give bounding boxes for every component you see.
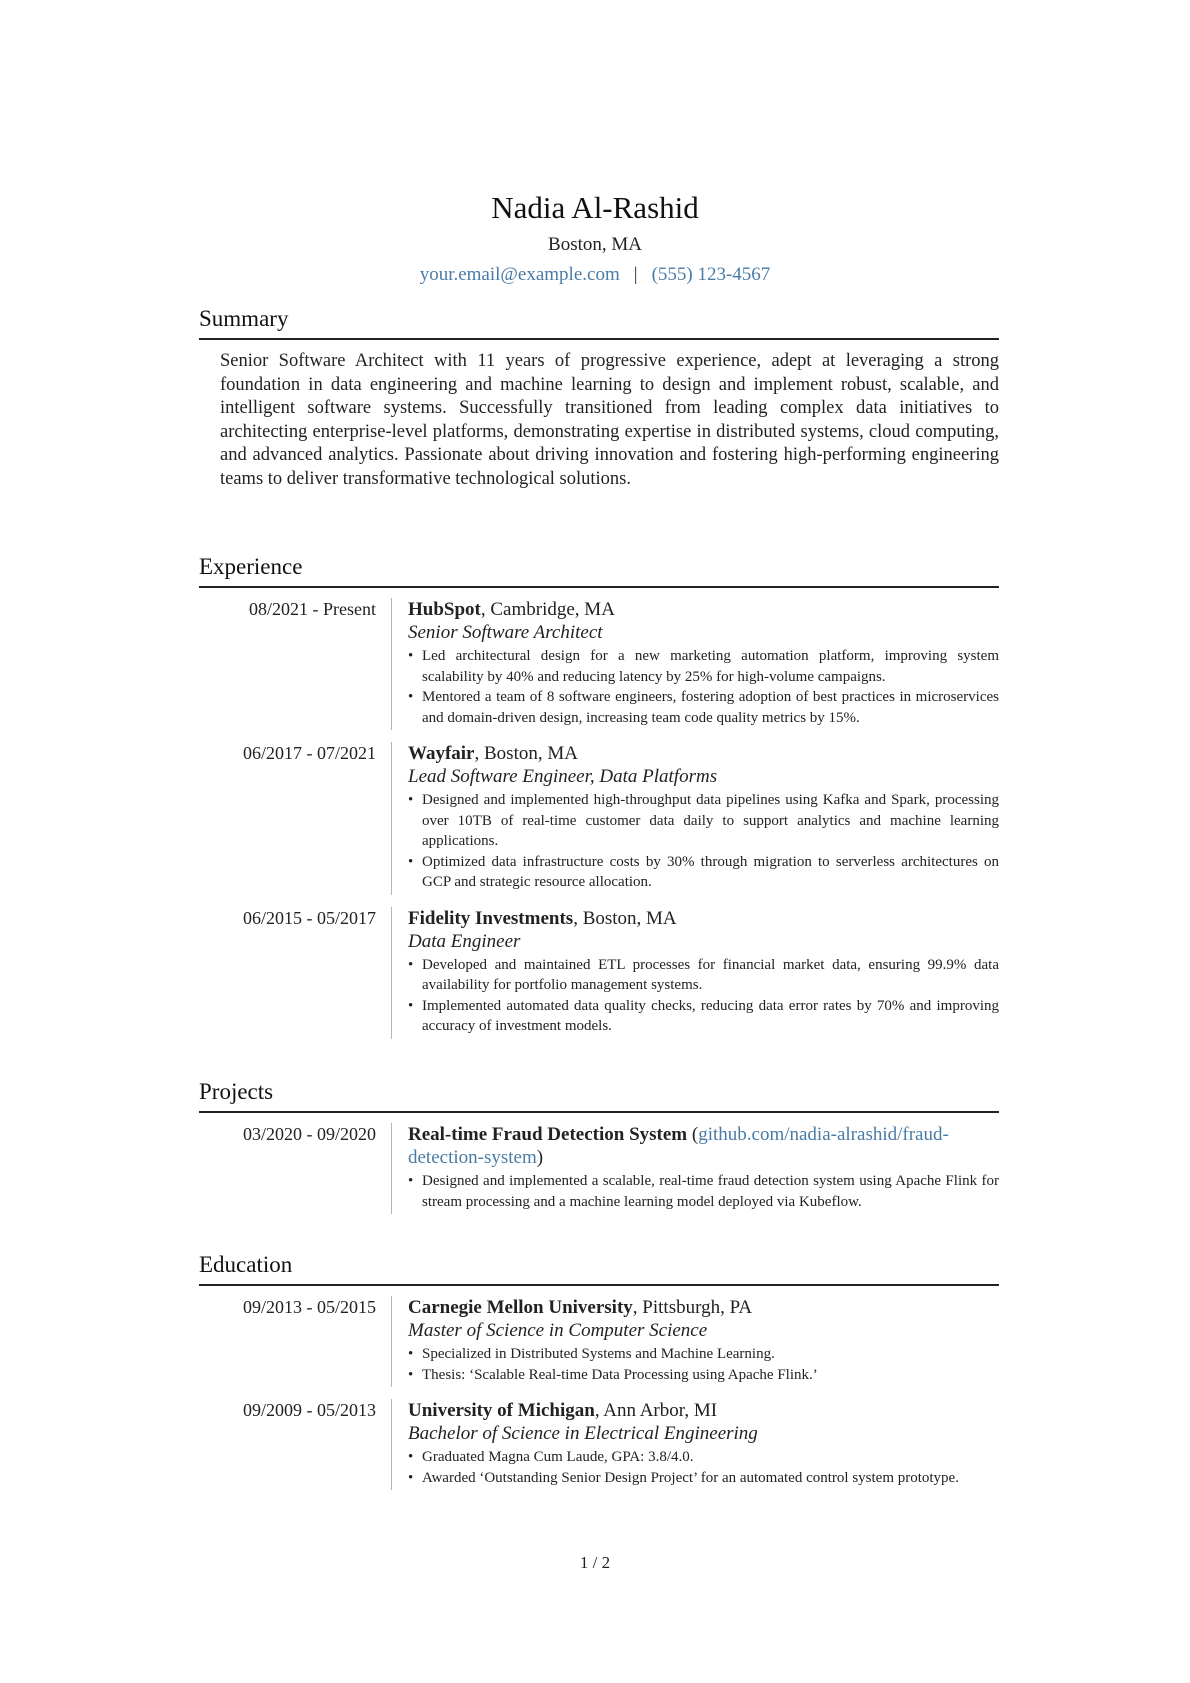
bullet-list (408, 1171, 999, 1212)
entry-heading (408, 907, 999, 930)
school-location: , Pittsburgh, PA (632, 1297, 753, 1318)
entry-body (391, 598, 999, 730)
employer-name: Wayfair (408, 743, 475, 764)
projects-section (199, 1077, 999, 1226)
entry-body (391, 907, 999, 1039)
bullet-list (408, 1344, 999, 1385)
bullet-item: • Led architectural design for a new marketing automation platform, improving system scalability by 40% and reducing latency by 25% for high-volume campaigns. (408, 646, 999, 687)
section-title-summary: Summary (199, 304, 999, 340)
entry-date: 06/2015 - 05/2017 (243, 907, 376, 928)
bullet-list (408, 955, 999, 1037)
job-title: Senior Software Architect (408, 622, 603, 643)
employer-location: , Boston, MA (474, 743, 578, 764)
entry-body (391, 1123, 999, 1214)
job-title: Data Engineer (408, 930, 521, 952)
employer-location: , Boston, MA (573, 907, 677, 929)
employer-name: HubSpot (408, 599, 481, 620)
page-number: 1 / 2 (579, 1553, 611, 1572)
experience-entry (199, 907, 999, 1039)
education-entry (199, 1296, 999, 1387)
summary-text: Senior Software Architect with 11 years of progressive experience, adept at leveraging a strong foundation in data engineering and machine learning to design and implement robust, scalable, and intelligent software systems. Successfully transitioned from leading complex data initiatives to architecting enterprise-level platforms, demonstrating expertise in distributed systems, cloud computing, and advanced analytics. Passionate about driving innovation and fostering high-performing engineering teams to deliver transformative technological solutions. (220, 351, 999, 489)
education-entry (199, 1399, 999, 1490)
employer-name: Fidelity Investments (408, 907, 574, 929)
bullet-item: • Specialized in Distributed Systems and Machine Learning. (408, 1344, 999, 1365)
entry-heading (408, 742, 999, 765)
contact-line (0, 262, 1190, 288)
entry-heading (408, 1399, 999, 1422)
school-location: , Ann Arbor, MI (594, 1400, 718, 1421)
contact-separator: | (633, 264, 638, 285)
job-title: Lead Software Engineer, Data Platforms (408, 766, 718, 787)
bullet-list (408, 646, 999, 728)
project-name: Real-time Fraud Detection System (408, 1124, 688, 1145)
candidate-name: Nadia Al-Rashid (491, 190, 699, 225)
entry-body (391, 1296, 999, 1387)
bullet-item: • Developed and maintained ETL processes for financial market data, ensuring 99.9% data availability for portfolio management systems. (408, 955, 999, 996)
degree-title: Master of Science in Computer Science (408, 1320, 708, 1341)
bullet-item: • Designed and implemented a scalable, real-time fraud detection system using Apache Flink for stream processing and a machine learning model deployed via Kubeflow. (408, 1171, 999, 1212)
experience-entry (199, 742, 999, 895)
paren-close: ) (536, 1147, 544, 1168)
degree-title: Bachelor of Science in Electrical Engineering (408, 1423, 758, 1444)
employer-location: , Cambridge, MA (480, 599, 615, 620)
candidate-location: Boston, MA (548, 234, 642, 255)
paren-open: ( (687, 1124, 699, 1145)
bullet-list (408, 790, 999, 893)
education-section (199, 1250, 999, 1502)
entry-date: 09/2013 - 05/2015 (243, 1297, 376, 1317)
phone-link[interactable]: (555) 123-4567 (651, 264, 771, 285)
entry-date: 06/2017 - 07/2021 (243, 743, 376, 763)
bullet-item: • Mentored a team of 8 software engineers, fostering adoption of best practices in microservices and domain-driven design, increasing team code quality metrics by 15%. (408, 687, 999, 728)
bullet-item: • Graduated Magna Cum Laude, GPA: 3.8/4.0. (408, 1447, 999, 1468)
projects-list (199, 1123, 999, 1214)
school-name: Carnegie Mellon University (408, 1297, 633, 1318)
entry-heading (408, 1296, 999, 1319)
project-entry (199, 1123, 999, 1214)
bullet-item: • Designed and implemented high-throughput data pipelines using Kafka and Spark, processing over 10TB of real-time customer data daily to support analytics and machine learning applications. (408, 790, 999, 852)
bullet-item: • Implemented automated data quality checks, reducing data error rates by 70% and improving accuracy of investment models. (408, 996, 999, 1037)
school-name: University of Michigan (408, 1400, 595, 1421)
project-link[interactable]: github.com/nadia-alrashid/fraud-detection-system (408, 1124, 949, 1168)
entry-body (391, 742, 999, 895)
entry-date: 08/2021 - Present (249, 599, 376, 619)
entry-heading (408, 1123, 999, 1169)
education-list (199, 1296, 999, 1490)
section-title-projects: Projects (199, 1077, 999, 1113)
experience-entry (199, 598, 999, 730)
bullet-list (408, 1447, 999, 1488)
section-title-experience: Experience (199, 552, 999, 588)
entry-body (391, 1399, 999, 1490)
experience-section (199, 552, 999, 1051)
section-title-education: Education (199, 1250, 999, 1286)
bullet-item: • Optimized data infrastructure costs by 30% through migration to serverless architectures on GCP and strategic resource allocation. (408, 852, 999, 893)
bullet-item: • Thesis: ‘Scalable Real-time Data Processing using Apache Flink.’ (408, 1365, 999, 1386)
entry-date: 09/2009 - 05/2013 (243, 1400, 376, 1420)
experience-list (199, 598, 999, 1039)
entry-heading (408, 598, 999, 621)
summary-section (199, 304, 999, 491)
resume-header (0, 188, 1190, 288)
bullet-item: • Awarded ‘Outstanding Senior Design Project’ for an automated control system prototype. (408, 1468, 999, 1489)
entry-date: 03/2020 - 09/2020 (243, 1124, 376, 1144)
email-link[interactable]: your.email@example.com (419, 264, 620, 285)
